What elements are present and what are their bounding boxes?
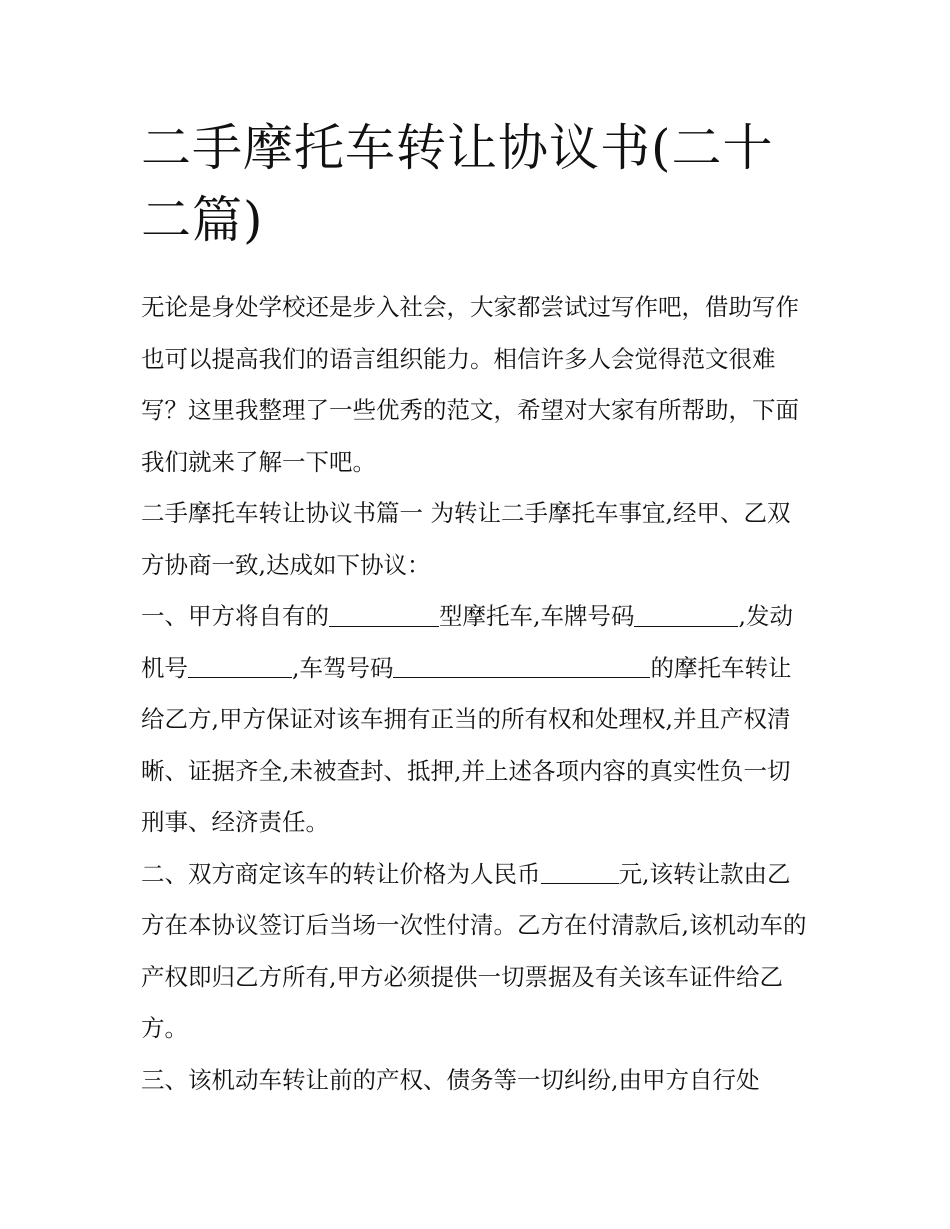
clause-1-paragraph xyxy=(141,591,813,849)
plate-number-blank xyxy=(634,601,738,627)
motorcycle-model-blank xyxy=(329,601,439,627)
clause-1-text-b: 型摩托车,车牌号码 xyxy=(439,602,635,630)
intro-paragraph: 无论是身处学校还是步入社会，大家都尝试过写作吧，借助写作也可以提高我们的语言组织能力。相信许多人会觉得范文很难写？这里我整理了一些优秀的范文，希望对大家有所帮助，下面我们就来了解一下吧。 xyxy=(141,293,799,476)
frame-number-blank xyxy=(393,653,650,679)
clause-1-text-c: ,发动机号 xyxy=(141,602,793,682)
clause-2-text-a: 二、双方商定该车的转让价格为人民币 xyxy=(141,859,541,888)
document-title: 二手摩托车转让协议书(二十二篇) xyxy=(141,119,774,249)
clause-2-text-b: 元,该转让款由乙方在本协议签订后当场一次性付清。乙方在付清款后,该机动车的产权即归乙方所有,甲方必须提供一切票据及有关该车证件给乙方。 xyxy=(141,859,807,1042)
price-blank xyxy=(541,859,619,885)
clause-3-paragraph: 三、该机动车转让前的产权、债务等一切纠纷,由甲方自行处 xyxy=(141,1065,760,1094)
engine-number-blank xyxy=(188,653,292,679)
clause-1-text-a: 一、甲方将自有的 xyxy=(141,602,329,630)
document-body xyxy=(141,112,813,1106)
clause-2-paragraph xyxy=(141,849,813,1055)
section-heading-paragraph: 二手摩托车转让协议书篇一 为转让二手摩托车事宜,经甲、乙双方协商一致,达成如下协议： xyxy=(141,499,791,579)
clause-1-text-d: ,车驾号码 xyxy=(292,653,394,682)
clause-1-text-e: 的摩托车转让给乙方,甲方保证对该车拥有正当的所有权和处理权,并且产权清晰、证据齐全,未被查封、抵押,并上述各项内容的真实性负一切刑事、经济责任。 xyxy=(141,653,792,836)
